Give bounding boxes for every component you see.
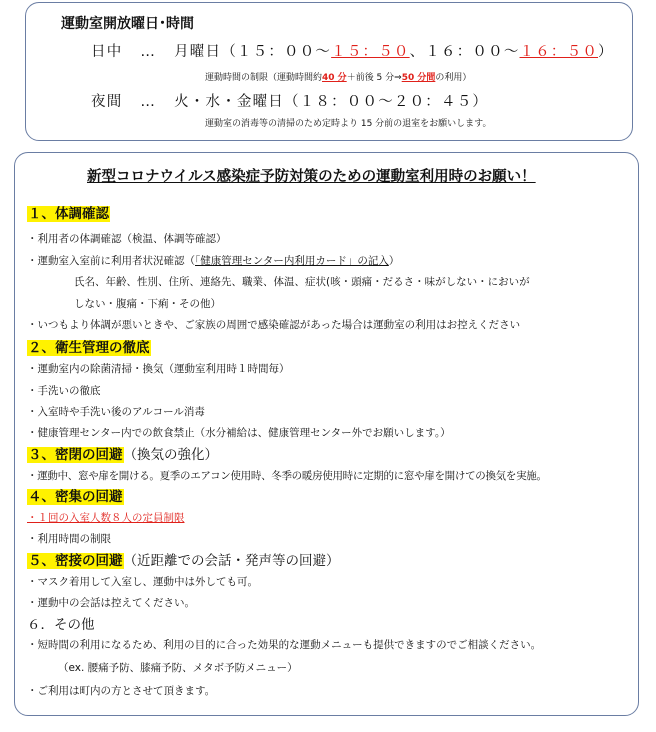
list-item: ・健康管理センター内での飲食禁止（水分補給は、健康管理センター外でお願いします。）	[27, 427, 451, 439]
schedule-title: 運動室開放曜日･時間	[61, 16, 194, 32]
list-item-text: ）	[388, 255, 400, 267]
section-1-heading	[27, 202, 110, 222]
section-3-heading-text: ３、密閉の回避	[28, 447, 123, 463]
night-schedule	[91, 90, 488, 111]
list-item-text: ・運動室入室前に利用者状況確認（	[27, 255, 195, 267]
list-item	[27, 253, 399, 268]
note-middle: ＋前後 5 分⇒	[346, 73, 402, 83]
note-prefix: 運動時間の制限（運動時間約	[205, 73, 323, 83]
section-6-heading: ６．その他	[27, 617, 95, 633]
capacity-limit-item: ・１回の入室人数８人の定員制限	[27, 512, 185, 524]
section-3-heading	[27, 443, 218, 463]
note-minutes: 40 分	[322, 73, 347, 83]
list-item: ・手洗いの徹底	[27, 385, 101, 397]
daytime-slot2-end: １６：５０	[519, 44, 599, 60]
note-total: 50 分間	[401, 73, 436, 83]
night-label: 夜間	[91, 94, 123, 110]
daytime-slot1-start: １５：００～	[236, 44, 332, 60]
list-item-detail: （ex. 腰痛予防、膝痛予防、メタボ予防メニュー）	[58, 662, 298, 674]
list-item: ・利用者の体調確認（検温、体調等確認）	[27, 233, 227, 245]
section-4-heading-text: ４、密集の回避	[28, 489, 123, 505]
daytime-slot2-start: １６：００～	[425, 44, 520, 60]
section-1-heading-text: １、体調確認	[28, 206, 109, 222]
night-dots: …	[140, 94, 157, 110]
list-item: ・運動中の会話は控えてください。	[27, 597, 195, 609]
list-item: ・運動室内の除菌清掃・換気（運動室利用時１時間毎）	[27, 363, 290, 375]
night-note: 運動室の消毒等の清掃のため定時より 15 分前の退室をお願いします。	[205, 119, 492, 129]
note-suffix: の利用）	[435, 73, 472, 83]
night-days: 火・水・金曜日（１８：００～２０：４５）	[174, 94, 489, 110]
daytime-note	[205, 70, 471, 83]
daytime-close: ）	[598, 44, 614, 60]
list-item: ・利用時間の制限	[27, 533, 111, 545]
section-4-heading	[27, 485, 124, 505]
section-5-heading-suffix: （近距離での会話・発声等の回避）	[123, 553, 340, 569]
daytime-dots: …	[140, 44, 157, 60]
section-3-heading-suffix: （換気の強化）	[123, 447, 218, 463]
list-item-detail: しない・腹痛・下痢・その他）	[74, 298, 221, 310]
list-item: ・マスク着用して入室し、運動中は外しても可。	[27, 576, 258, 588]
list-item: ・短時間の利用になるため、利用の目的に合った効果的な運動メニューも提供できますのでご相談ください。	[27, 639, 542, 651]
list-item: ・入室時や手洗い後のアルコール消毒	[27, 406, 205, 418]
section-5-heading	[27, 549, 340, 569]
section-2-heading	[27, 336, 151, 356]
daytime-slot1-end: １５：５０	[331, 44, 410, 60]
daytime-label: 日中	[91, 44, 123, 60]
guidelines-title: 新型コロナウイルス感染症予防対策のための運動室利用時のお願い！	[87, 169, 536, 185]
section-2-heading-text: ２、衛生管理の徹底	[28, 340, 150, 356]
health-card-text: 「健康管理センター内利用カード」の記入	[195, 255, 389, 267]
daytime-sep: 、	[409, 44, 426, 60]
section-5-heading-text: ５、密接の回避	[28, 553, 123, 569]
list-item: ・ご利用は町内の方とさせて頂きます。	[27, 685, 216, 697]
list-item: ・運動中、窓や扉を開ける。夏季のエアコン使用時、冬季の暖房使用時に定期的に窓や扉を開けての換気を実施。	[27, 470, 547, 482]
daytime-days: 月曜日（	[174, 44, 237, 60]
list-item: ・いつもより体調が悪いときや、ご家族の周囲で感染確認があった場合は運動室の利用はお控えください	[27, 319, 521, 331]
list-item-detail: 氏名、年齢、性別、住所、連絡先、職業、体温、症状(咳・頭痛・だるさ・味がしない・においが	[74, 276, 530, 288]
daytime-schedule	[91, 40, 614, 61]
